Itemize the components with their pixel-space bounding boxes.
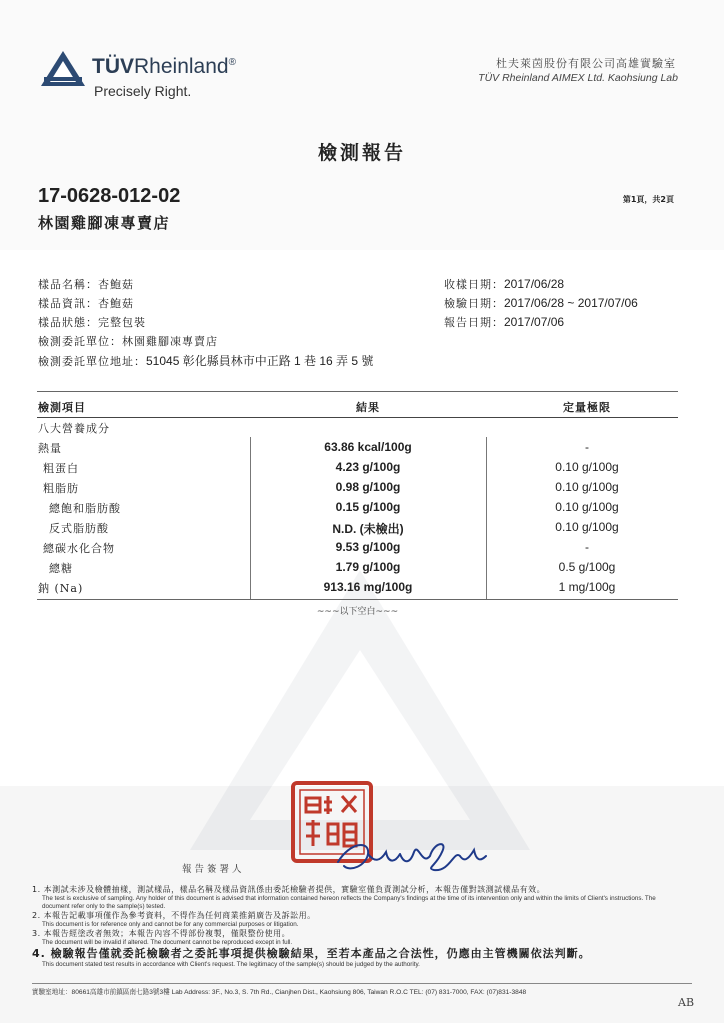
tuv-triangle-logo-icon xyxy=(40,50,86,88)
note-1-en: The test is exclusive of sampling. Any holder of this document is advised that information contained hereon reflects the Company's findings at the time of its intervention only and within the limits of Client's instructions. The document refer only to the sample(s) tested. xyxy=(42,895,656,910)
table-row: 反式脂肪酸 N.D. (未檢出) 0.10 g/100g xyxy=(49,520,619,536)
page-indicator: 第1頁，共2頁 xyxy=(622,195,674,204)
col-header-result: 結果 xyxy=(356,401,380,414)
table-row: 總碳水化合物 9.53 g/100g - xyxy=(43,540,589,555)
sample-info-row: 樣品資訊：杏鮑菇 xyxy=(38,297,134,310)
lab-name-en: TÜV Rheinland AIMEX Ltd. Kaohsiung Lab xyxy=(478,72,678,84)
sample-info-right xyxy=(444,276,638,333)
test-date-row: 檢驗日期：2017/06/28 ~ 2017/07/06 xyxy=(444,296,638,310)
table-bottom-rule xyxy=(37,599,678,600)
note-4-cn: 4. 檢驗報告僅就委託檢驗者之委託事項提供檢驗結果，至若本產品之合法性，仍應由主管機關依法判斷。 xyxy=(32,947,591,960)
signer-label: 報告簽署人 xyxy=(182,864,245,875)
table-row: 八大營養成分 xyxy=(38,422,110,435)
lab-name-cn: 杜夫萊茵股份有限公司高雄實驗室 xyxy=(496,57,676,70)
note-2-cn: 2. 本報告記載事項僅作為參考資料，不得作為任何商業推銷廣告及訴訟用。 xyxy=(32,911,316,920)
end-of-table-mark: ~~~以下空白~~~ xyxy=(316,607,399,617)
page-stamp: AB xyxy=(678,996,695,1009)
report-notes xyxy=(32,885,692,969)
table-row: 熱量 63.86 kcal/100g - xyxy=(38,440,589,455)
brand-tagline: Precisely Right. xyxy=(94,83,192,99)
sample-state-row: 樣品狀態：完整包裝 xyxy=(38,316,146,329)
note-4-en: This document stated test results in accordance with Client's request. The legitimacy of the sample(s) should be judged by the authority. xyxy=(42,961,420,968)
sample-name-row: 樣品名稱：杏鮑菇 xyxy=(38,278,134,291)
received-date-row: 收樣日期：2017/06/28 xyxy=(444,277,565,291)
table-row: 總飽和脂肪酸 0.15 g/100g 0.10 g/100g xyxy=(49,500,619,515)
table-top-rule xyxy=(37,391,678,392)
client-name: 林園雞腳凍專賣店 xyxy=(38,214,171,232)
table-row: 鈉 (Na) 913.16 mg/100g 1 mg/100g xyxy=(38,580,616,595)
col-header-limit: 定量極限 xyxy=(563,401,611,414)
table-row: 粗脂肪 0.98 g/100g 0.10 g/100g xyxy=(43,480,619,495)
report-number: 17-0628-012-02 xyxy=(38,185,181,207)
table-row: 總糖 1.79 g/100g 0.5 g/100g xyxy=(49,560,616,575)
note-3-cn: 3. 本報告經塗改者無效；本報告內容不得部份複製，僅限整份使用。 xyxy=(32,929,291,938)
col-header-item: 檢測項目 xyxy=(38,401,86,414)
note-2-en: This document is for reference only and cannot be for any commercial purposes or litigation. xyxy=(42,921,299,928)
client-unit-row: 檢測委託單位：林園雞腳凍專賣店 xyxy=(38,335,218,348)
document-title: 檢測報告 xyxy=(317,142,406,164)
table-row: 粗蛋白 4.23 g/100g 0.10 g/100g xyxy=(43,460,619,475)
report-date-row: 報告日期：2017/07/06 xyxy=(444,315,565,329)
client-address-row: 檢測委託單位地址：51045 彰化縣員林市中正路 1 巷 16 弄 5 號 xyxy=(38,354,374,368)
sample-info-left xyxy=(38,276,373,371)
note-3-en: The document will be invalid if altered. The document cannot be reproduced except in full. xyxy=(42,939,293,946)
note-1-cn: 1. 本測試未涉及檢體抽樣，測試樣品，樣品名稱及樣品資訊係由委託檢驗者提供，實驗室僅負責測試分析，本報告僅對該測試樣品有效。 xyxy=(32,885,546,894)
lab-address: 實驗室地址：80661高雄市前鎮區南七路3號3樓 Lab Address: 3F., No.3, S. 7th Rd., Cianjhen Dist., Kaohsiung 806, Taiwan R.O.C TEL: (07) 831-7000, FAX: (07)831-3848 xyxy=(32,983,692,996)
handwritten-signature-icon xyxy=(330,832,490,882)
brand-name: TÜVRheinland® xyxy=(92,55,236,78)
